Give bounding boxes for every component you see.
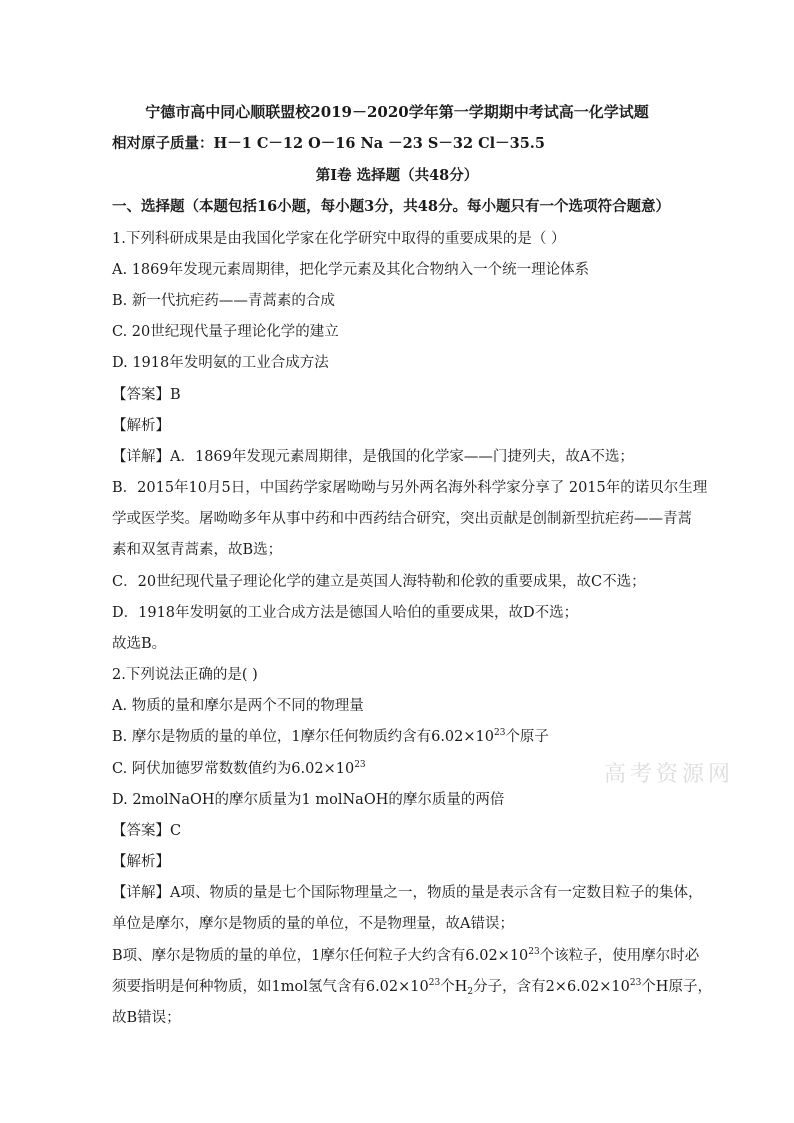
q2-option-d: D. 2molNaOH的摩尔质量为1 molNaOH的摩尔质量的两倍 — [112, 792, 505, 808]
q1-option-d: D. 1918年发明氨的工业合成方法 — [112, 355, 329, 371]
q1-answer: 【答案】B — [112, 387, 181, 403]
q2-option-c-text: C. 阿伏加德罗常数数值约为6.02×10 — [112, 761, 355, 777]
part-title: 一、选择题（本题包括16小题，每小题3分，共48分。每小题只有一个选项符合题意） — [112, 198, 670, 215]
exponent: 23 — [354, 760, 366, 770]
subscript: 2 — [467, 987, 474, 997]
q2-explanation-line: 【详解】A项、物质的量是七个国际物理量之一，物质的量是表示含有一定数目粒子的集体， — [112, 885, 703, 901]
q1-explanation-line: 素和双氢青蒿素，故B选； — [112, 542, 283, 558]
section-title: 第Ⅰ卷 选择题（共48分） — [315, 167, 479, 184]
exponent: 23 — [493, 728, 506, 738]
q1-analysis-label: 【解析】 — [112, 418, 170, 434]
q2-option-b — [112, 727, 549, 747]
exponent: 23 — [528, 947, 540, 957]
q2-option-b-tail: 个原子 — [505, 729, 549, 745]
q1-explanation-line: C．20世纪现代量子理论化学的建立是英国人海特勒和伦敦的重要成果，故C不选； — [112, 574, 646, 590]
q2-explanation-line — [112, 977, 712, 997]
q2-option-c — [112, 759, 366, 779]
q1-option-c: C. 20世纪现代量子理论化学的建立 — [112, 324, 339, 340]
q1-option-a: A. 1869年发现元素周期律，把化学元素及其化合物纳入一个统一理论体系 — [112, 262, 590, 278]
exponent: 23 — [629, 978, 642, 988]
q2-explanation-line: 单位是摩尔，摩尔是物质的量的单位，不是物理量，故A错误； — [112, 916, 514, 932]
q1-explanation-line: B．2015年10月5日，中国药学家屠呦呦与另外两名海外科学家分享了 2015年的诺贝尔生理 — [112, 480, 708, 496]
q2-explanation-line — [112, 946, 699, 966]
q2-exp-b2-h2: 个H — [440, 979, 468, 995]
q2-analysis-label: 【解析】 — [112, 854, 170, 870]
q2-exp-b2-tail: 个H原子， — [641, 979, 712, 995]
q2-option-a: A. 物质的量和摩尔是两个不同的物理量 — [112, 698, 364, 714]
q1-explanation-line: D．1918年发明氨的工业合成方法是德国人哈伯的重要成果，故D不选； — [112, 605, 579, 621]
exponent: 23 — [428, 978, 441, 988]
watermark: 高考资源网 — [604, 762, 735, 787]
q2-option-b-text: B. 摩尔是物质的量的单位，1摩尔任何物质约含有6.02×10 — [112, 729, 494, 745]
q2-explanation-line: 故B错误； — [112, 1010, 181, 1026]
q2-answer: 【答案】C — [112, 823, 182, 839]
atomic-mass-line: 相对原子质量：H－1 C－12 O－16 Na －23 S－32 Cl－35.5 — [112, 135, 545, 152]
q2-exp-b2-text: 须要指明是何种物质，如1mol氢气含有6.02×10 — [112, 979, 429, 995]
q1-conclusion: 故选B。 — [112, 636, 167, 652]
exam-title: 宁德市高中同心顺联盟校2019－2020学年第一学期期中考试高一化学试题 — [145, 103, 649, 121]
q2-stem: 2.下列说法正确的是( ) — [112, 667, 258, 683]
q1-explanation-line: 学或医学奖。屠呦呦多年从事中药和中西药结合研究，突出贡献是创制新型抗疟药——青蒿 — [112, 511, 692, 527]
q2-exp-b1-tail: 个该粒子，使用摩尔时必 — [539, 948, 700, 964]
q1-explanation-line: 【详解】A．1869年发现元素周期律，是俄国的化学家——门捷列夫，故A不选； — [112, 449, 634, 465]
q1-stem: 1.下列科研成果是由我国化学家在化学研究中取得的重要成果的是（ ） — [112, 231, 566, 247]
q1-option-b: B. 新一代抗疟药——青蒿素的合成 — [112, 293, 335, 309]
q2-exp-b1-text: B项、摩尔是物质的量的单位，1摩尔任何粒子大约含有6.02×10 — [112, 948, 529, 964]
q2-exp-b2-mid: 分子，含有2×6.02×10 — [473, 979, 630, 995]
